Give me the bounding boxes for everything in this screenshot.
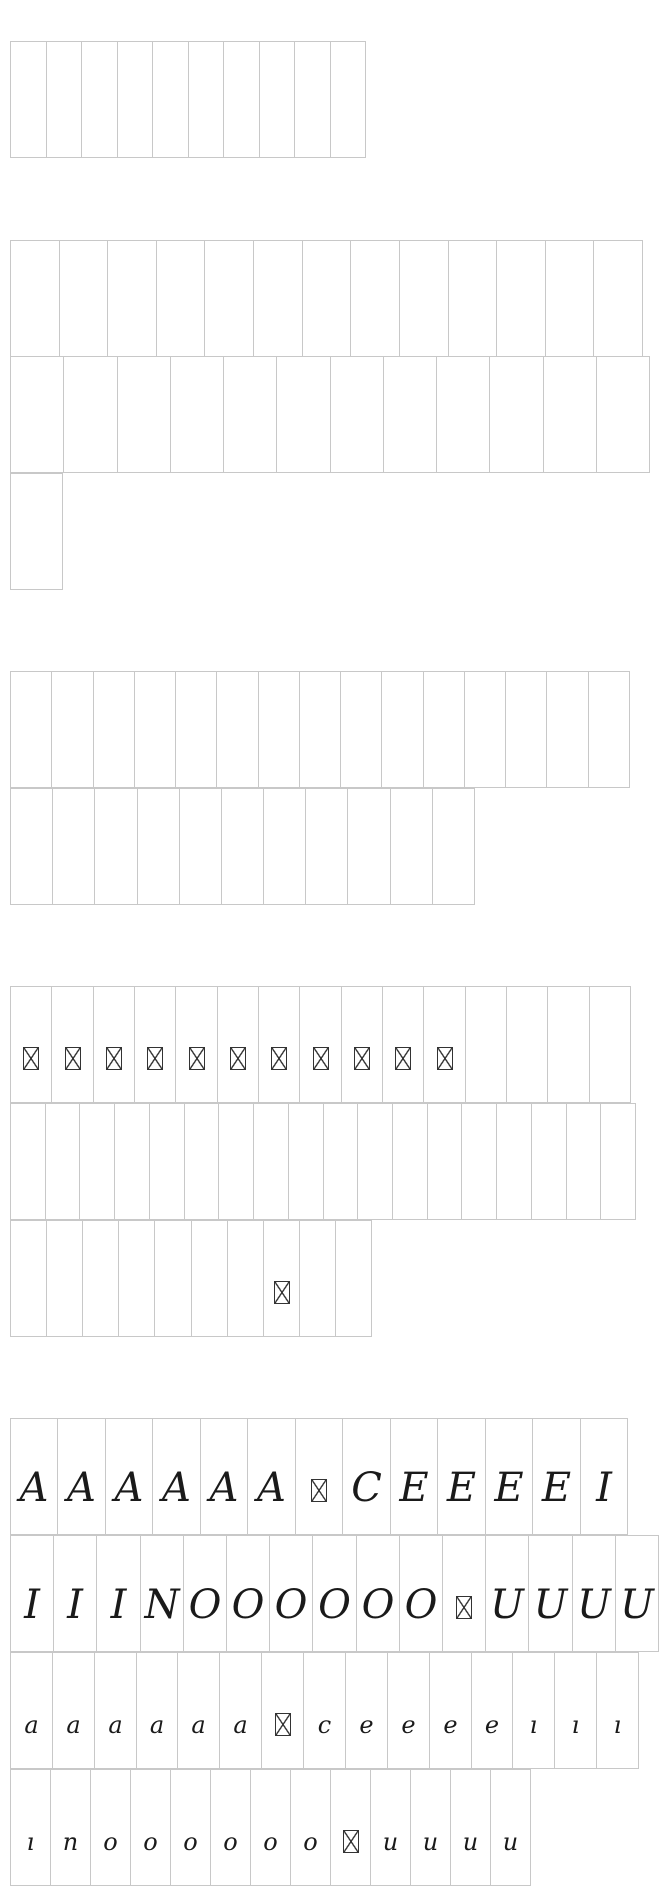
glyph-cell: [51, 671, 94, 788]
glyph-sample: ı: [529, 1711, 538, 1739]
glyph-sample: U: [577, 1582, 611, 1628]
missing-glyph-icon: [52, 1039, 93, 1079]
glyph-grid-row: [10, 788, 474, 905]
glyph-cell: [136, 1652, 178, 1769]
glyph-cell: [216, 671, 259, 788]
glyph-sample: u: [502, 1828, 519, 1856]
glyph-cell: [154, 1220, 192, 1337]
glyph-cell: [253, 1103, 289, 1220]
glyph-cell: [357, 1103, 393, 1220]
glyph-sample: A: [67, 1465, 96, 1511]
glyph-sample: o: [223, 1828, 238, 1856]
glyph-sample: A: [257, 1465, 286, 1511]
glyph-cell: [288, 1103, 324, 1220]
glyph-cell: [117, 356, 171, 473]
glyph-cell: [221, 788, 264, 905]
glyph-cell: [52, 1652, 95, 1769]
missing-glyph-icon: [383, 1039, 423, 1079]
glyph-cell: [263, 1220, 300, 1337]
glyph-cell: [390, 788, 433, 905]
glyph-sample: u: [382, 1828, 399, 1856]
glyph-cell: [496, 1103, 532, 1220]
glyph-cell: [580, 1418, 628, 1535]
glyph-cell: [546, 671, 589, 788]
glyph-cell: [114, 1103, 150, 1220]
glyph-sample: c: [317, 1711, 332, 1739]
glyph-sample: a: [24, 1711, 39, 1739]
glyph-cell: [554, 1652, 597, 1769]
glyph-cell: [387, 1652, 430, 1769]
missing-glyph-icon: [296, 1471, 342, 1511]
glyph-sample: ı: [571, 1711, 580, 1739]
glyph-cell: [423, 671, 465, 788]
glyph-cell: [94, 1652, 137, 1769]
glyph-sample: a: [191, 1711, 206, 1739]
glyph-cell: [448, 240, 497, 357]
glyph-cell: [485, 1418, 533, 1535]
glyph-cell: [566, 1103, 601, 1220]
glyph-cell: [489, 356, 544, 473]
glyph-cell: [137, 788, 180, 905]
glyph-cell: [261, 1652, 304, 1769]
glyph-cell: [10, 1652, 53, 1769]
glyph-cell: [52, 788, 95, 905]
glyph-cell: [50, 1769, 91, 1886]
glyph-cell: [572, 1535, 616, 1652]
missing-glyph-icon: [218, 1039, 258, 1079]
glyph-cell: [152, 41, 189, 158]
glyph-cell: [615, 1535, 659, 1652]
glyph-cell: [177, 1652, 220, 1769]
glyph-sample: o: [143, 1828, 158, 1856]
glyph-cell: [437, 1418, 486, 1535]
glyph-cell: [399, 240, 449, 357]
glyph-cell: [588, 671, 630, 788]
glyph-cell: [312, 1535, 357, 1652]
glyph-sample: O: [404, 1582, 438, 1628]
glyph-cell: [218, 1103, 254, 1220]
glyph-grid-row: [10, 1103, 635, 1220]
glyph-sample: I: [24, 1582, 40, 1628]
glyph-cell: [183, 1535, 227, 1652]
glyph-cell: [10, 473, 63, 590]
glyph-grid-row: [10, 1652, 638, 1769]
glyph-cell: [276, 356, 331, 473]
glyph-cell: [335, 1220, 372, 1337]
glyph-cell: [258, 671, 300, 788]
glyph-cell: [93, 986, 135, 1103]
glyph-cell: [90, 1769, 131, 1886]
glyph-grid-row: [10, 986, 630, 1103]
missing-glyph-icon: [262, 1705, 303, 1745]
glyph-cell: [506, 986, 548, 1103]
glyph-sample: I: [110, 1582, 127, 1628]
missing-glyph-icon: [11, 1039, 51, 1079]
glyph-sample: U: [533, 1582, 568, 1628]
glyph-cell: [253, 240, 303, 357]
glyph-cell: [381, 671, 424, 788]
glyph-cell: [596, 1652, 639, 1769]
glyph-cell: [392, 1103, 428, 1220]
glyph-sample: e: [484, 1711, 500, 1739]
glyph-cell: [464, 671, 506, 788]
glyph-sample: O: [188, 1582, 222, 1628]
glyph-cell: [545, 240, 594, 357]
glyph-sample: a: [233, 1711, 248, 1739]
missing-glyph-icon: [424, 1039, 465, 1079]
glyph-cell: [505, 671, 547, 788]
glyph-sample: u: [462, 1828, 479, 1856]
glyph-cell: [330, 41, 366, 158]
glyph-cell: [134, 986, 176, 1103]
glyph-grid-row: [10, 671, 629, 788]
missing-glyph-icon: [443, 1588, 485, 1628]
glyph-cell: [93, 671, 135, 788]
glyph-sample: C: [351, 1465, 382, 1511]
glyph-sample: o: [303, 1828, 318, 1856]
glyph-cell: [81, 41, 118, 158]
glyph-cell: [10, 1769, 51, 1886]
glyph-sample: O: [231, 1582, 265, 1628]
glyph-cell: [531, 1103, 567, 1220]
glyph-cell: [259, 41, 295, 158]
glyph-cell: [305, 788, 348, 905]
glyph-cell: [263, 788, 306, 905]
glyph-cell: [117, 41, 153, 158]
glyph-cell: [290, 1769, 331, 1886]
glyph-cell: [247, 1418, 296, 1535]
glyph-cell: [210, 1769, 251, 1886]
glyph-cell: [59, 240, 108, 357]
glyph-cell: [10, 788, 53, 905]
glyph-sample: E: [399, 1465, 429, 1511]
glyph-sample: e: [401, 1711, 416, 1739]
glyph-cell: [330, 1769, 371, 1886]
glyph-cell: [10, 1103, 46, 1220]
missing-glyph-icon: [300, 1039, 341, 1079]
glyph-cell: [496, 240, 546, 357]
glyph-cell: [461, 1103, 497, 1220]
glyph-sample: ı: [26, 1828, 35, 1856]
glyph-sample: o: [263, 1828, 278, 1856]
glyph-cell: [79, 1103, 115, 1220]
glyph-cell: [219, 1652, 262, 1769]
missing-glyph-icon: [264, 1273, 299, 1313]
glyph-cell: [323, 1103, 358, 1220]
glyph-cell: [294, 41, 331, 158]
glyph-cell: [250, 1769, 291, 1886]
glyph-cell: [370, 1769, 411, 1886]
glyph-cell: [63, 356, 118, 473]
glyph-cell: [432, 788, 475, 905]
glyph-cell: [356, 1535, 400, 1652]
glyph-cell: [170, 1769, 211, 1886]
glyph-cell: [191, 1220, 228, 1337]
glyph-cell: [223, 41, 260, 158]
glyph-cell: [175, 671, 217, 788]
glyph-cell: [107, 240, 157, 357]
glyph-cell: [10, 986, 52, 1103]
glyph-grid-row: [10, 240, 642, 357]
glyph-cell: [589, 986, 631, 1103]
missing-glyph-icon: [176, 1039, 217, 1079]
glyph-cell: [471, 1652, 513, 1769]
glyph-cell: [200, 1418, 248, 1535]
glyph-cell: [179, 788, 222, 905]
glyph-cell: [46, 1220, 83, 1337]
glyph-cell: [94, 788, 138, 905]
missing-glyph-icon: [331, 1822, 370, 1862]
glyph-cell: [382, 986, 424, 1103]
glyph-grid-row: [10, 1418, 627, 1535]
glyph-cell: [295, 1418, 343, 1535]
glyph-cell: [51, 986, 94, 1103]
missing-glyph-icon: [259, 1039, 299, 1079]
glyph-cell: [10, 1535, 54, 1652]
glyph-cell: [96, 1535, 141, 1652]
glyph-sample: U: [490, 1582, 524, 1628]
glyph-cell: [600, 1103, 636, 1220]
glyph-sample: u: [422, 1828, 439, 1856]
glyph-cell: [340, 671, 382, 788]
glyph-cell: [490, 1769, 531, 1886]
glyph-cell: [45, 1103, 80, 1220]
glyph-cell: [188, 41, 224, 158]
glyph-cell: [341, 986, 383, 1103]
glyph-grid-row: [10, 1220, 371, 1337]
glyph-cell: [130, 1769, 171, 1886]
glyph-sample: a: [66, 1711, 81, 1739]
glyph-cell: [258, 986, 300, 1103]
glyph-cell: [596, 356, 650, 473]
glyph-cell: [350, 240, 400, 357]
glyph-cell: [134, 671, 176, 788]
glyph-cell: [347, 788, 391, 905]
missing-glyph-icon: [342, 1039, 382, 1079]
glyph-cell: [429, 1652, 472, 1769]
glyph-sample: A: [162, 1465, 191, 1511]
glyph-cell: [82, 1220, 119, 1337]
glyph-sample: I: [67, 1582, 83, 1628]
glyph-sample: E: [541, 1465, 572, 1511]
glyph-cell: [10, 41, 47, 158]
glyph-cell: [436, 356, 490, 473]
glyph-grid-row: [10, 41, 365, 158]
glyph-cell: [204, 240, 254, 357]
glyph-cell: [450, 1769, 491, 1886]
glyph-cell: [152, 1418, 201, 1535]
glyph-cell: [383, 356, 437, 473]
glyph-cell: [390, 1418, 438, 1535]
missing-glyph-icon: [135, 1039, 175, 1079]
glyph-cell: [156, 240, 205, 357]
glyph-cell: [10, 1220, 47, 1337]
glyph-cell: [10, 1418, 58, 1535]
glyph-cell: [532, 1418, 581, 1535]
glyph-cell: [53, 1535, 97, 1652]
glyph-sample: E: [446, 1465, 477, 1511]
glyph-cell: [226, 1535, 270, 1652]
glyph-cell: [342, 1418, 391, 1535]
glyph-grid-row: [10, 1535, 658, 1652]
glyph-cell: [299, 986, 342, 1103]
glyph-cell: [399, 1535, 443, 1652]
glyph-grid-row: [10, 356, 649, 473]
glyph-cell: [105, 1418, 153, 1535]
glyph-cell: [427, 1103, 462, 1220]
glyph-cell: [345, 1652, 388, 1769]
glyph-cell: [410, 1769, 451, 1886]
glyph-cell: [303, 1652, 346, 1769]
glyph-sample: e: [443, 1711, 458, 1739]
glyph-sample: a: [149, 1711, 165, 1739]
glyph-cell: [593, 240, 643, 357]
glyph-cell: [10, 240, 60, 357]
glyph-sample: a: [108, 1711, 123, 1739]
missing-glyph-icon: [94, 1039, 134, 1079]
glyph-sample: n: [62, 1828, 79, 1856]
glyph-sample: A: [19, 1465, 49, 1511]
glyph-sample: O: [274, 1582, 308, 1628]
glyph-sample: o: [103, 1828, 118, 1856]
glyph-cell: [299, 671, 341, 788]
glyph-grid-row: [10, 473, 62, 590]
glyph-cell: [330, 356, 384, 473]
glyph-sample: ı: [613, 1711, 622, 1739]
glyph-cell: [118, 1220, 155, 1337]
glyph-sample: I: [596, 1465, 612, 1511]
glyph-cell: [223, 356, 277, 473]
glyph-sample: U: [620, 1582, 654, 1628]
glyph-cell: [485, 1535, 529, 1652]
glyph-sample: O: [361, 1582, 395, 1628]
glyph-cell: [149, 1103, 185, 1220]
glyph-cell: [543, 356, 597, 473]
glyph-cell: [10, 671, 52, 788]
glyph-cell: [10, 356, 64, 473]
glyph-cell: [528, 1535, 573, 1652]
glyph-cell: [423, 986, 466, 1103]
glyph-cell: [302, 240, 351, 357]
glyph-cell: [299, 1220, 336, 1337]
glyph-cell: [57, 1418, 106, 1535]
glyph-cell: [175, 986, 218, 1103]
glyph-sample: e: [359, 1711, 374, 1739]
glyph-sample: O: [318, 1582, 351, 1628]
glyph-cell: [465, 986, 507, 1103]
glyph-cell: [547, 986, 590, 1103]
glyph-cell: [46, 41, 82, 158]
glyph-sample: E: [494, 1465, 524, 1511]
glyph-cell: [269, 1535, 313, 1652]
glyph-cell: [184, 1103, 219, 1220]
glyph-sample: A: [114, 1465, 144, 1511]
glyph-cell: [227, 1220, 264, 1337]
glyph-cell: [140, 1535, 184, 1652]
glyph-grid-row: [10, 1769, 570, 1886]
glyph-cell: [512, 1652, 555, 1769]
glyph-cell: [170, 356, 224, 473]
glyph-sample: o: [183, 1828, 198, 1856]
glyph-cell: [442, 1535, 486, 1652]
glyph-sample: N: [144, 1582, 180, 1628]
glyph-cell: [217, 986, 259, 1103]
glyph-sample: A: [209, 1465, 239, 1511]
